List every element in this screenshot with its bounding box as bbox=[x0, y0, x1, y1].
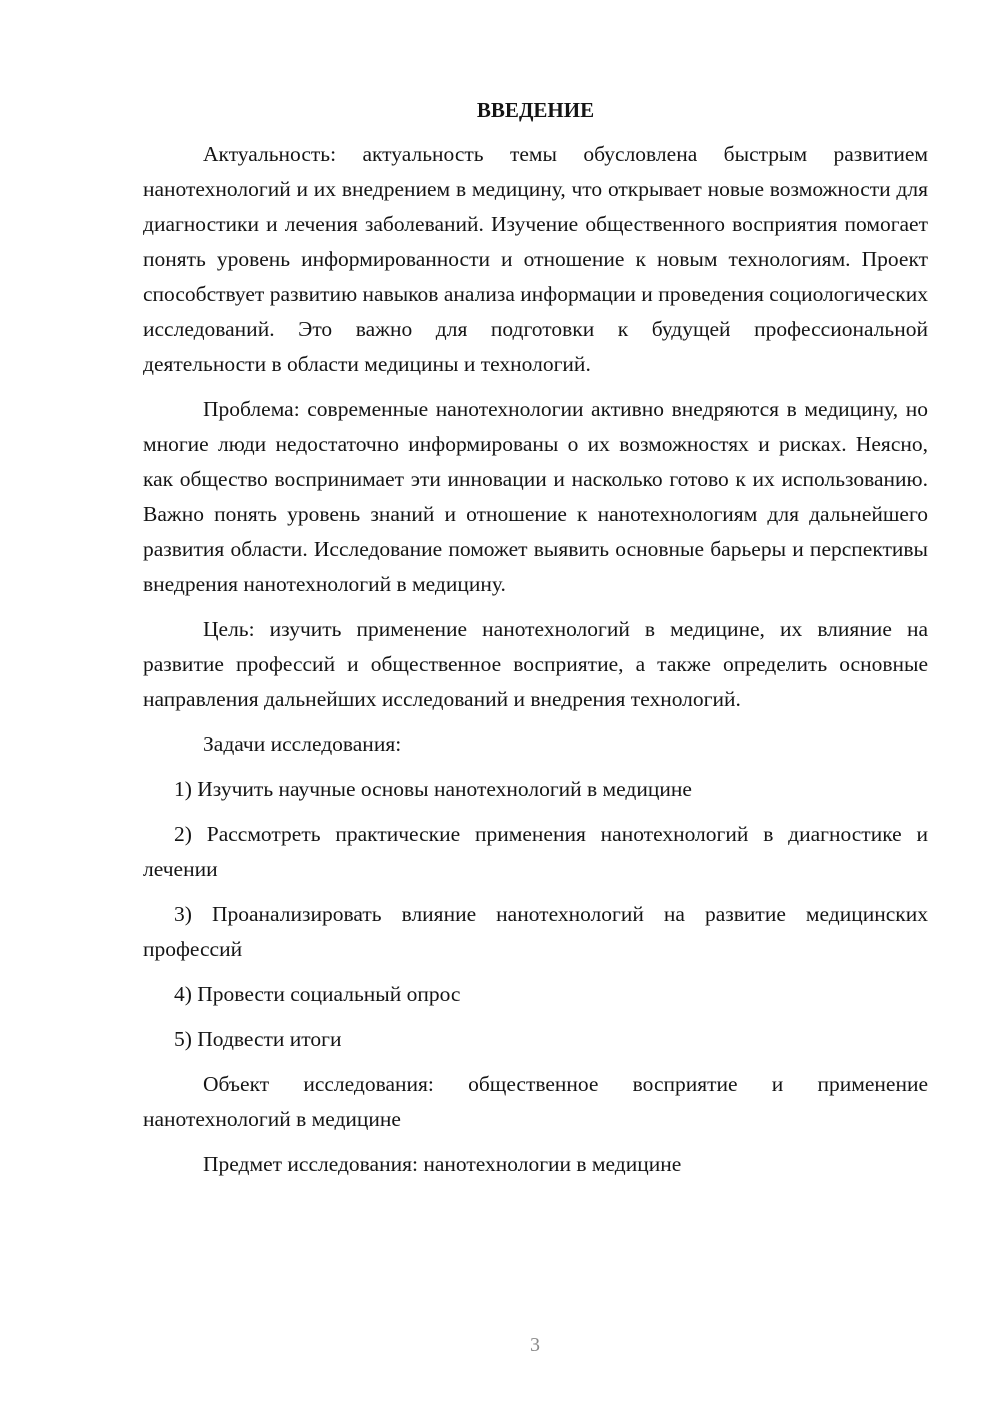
goal-paragraph: Цель: изучить применение нанотехнологий в медицине, их влияние на развитие профессий и общественное восприятие, а также определить основные направления дальнейших исследований и внедрения технологий. bbox=[143, 617, 928, 711]
task-item-2: 2) Рассмотреть практические применения нанотехнологий в диагностике и лечении bbox=[143, 822, 928, 881]
relevance-paragraph: Актуальность: актуальность темы обусловлена быстрым развитием нанотехнологий и их внедрением в медицину, что открывает новые возможности для диагностики и лечения заболеваний. Изучение общественного восприятия помогает понять уровень информированности и отношение к новым технологиям. Проект способствует развитию навыков анализа информации и проведения социологических исследований. Это важно для подготовки к будущей профессиональной деятельности в области медицины и технологий. bbox=[143, 142, 928, 376]
subject-paragraph: Предмет исследования: нанотехнологии в медицине bbox=[203, 1152, 682, 1176]
tasks-heading: Задачи исследования: bbox=[203, 732, 402, 756]
task-item-3: 3) Проанализировать влияние нанотехнологий на развитие медицинских профессий bbox=[143, 902, 928, 961]
task-item-4: 4) Провести социальный опрос bbox=[174, 982, 461, 1006]
problem-paragraph: Проблема: современные нанотехнологии активно внедряются в медицину, но многие люди недостаточно информированы о их возможностях и рисках. Неясно, как общество воспринимает эти инновации и насколько готово к их использованию. Важно понять уровень знаний и отношение к нанотехнологиям для дальнейшего развития области. Исследование поможет выявить основные барьеры и перспективы внедрения нанотехнологий в медицину. bbox=[143, 397, 928, 596]
task-item-1: 1) Изучить научные основы нанотехнологий в медицине bbox=[174, 777, 692, 801]
page-number: 3 bbox=[530, 1334, 540, 1356]
document-page bbox=[143, 95, 928, 1192]
task-item-5: 5) Подвести итоги bbox=[174, 1027, 342, 1051]
page-title: ВВЕДЕНИЕ bbox=[476, 98, 595, 122]
object-paragraph: Объект исследования: общественное восприятие и применение нанотехнологий в медицине bbox=[143, 1072, 928, 1131]
